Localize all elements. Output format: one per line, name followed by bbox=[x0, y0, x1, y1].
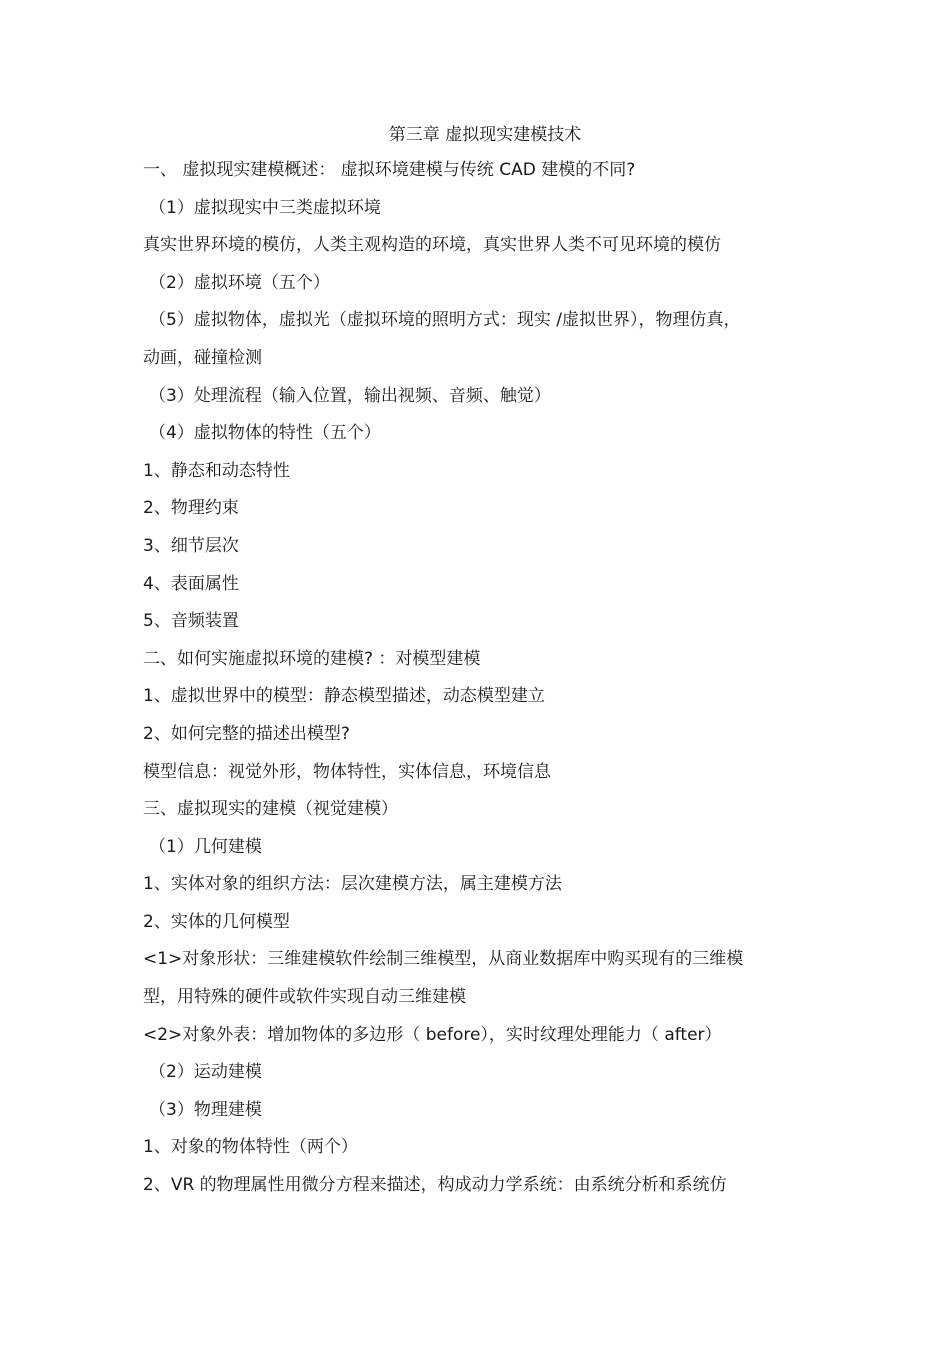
paragraph-line: 动画，碰撞检测 bbox=[143, 347, 262, 368]
document-body bbox=[143, 158, 823, 1211]
paragraph-line: 模型信息：视觉外形，物体特性，实体信息，环境信息 bbox=[143, 761, 551, 782]
subsection-heading: （2）运动建模 bbox=[149, 1062, 262, 1083]
list-item: 1、静态和动态特性 bbox=[143, 460, 290, 481]
list-item: 5、音频装置 bbox=[143, 611, 239, 632]
subsection-heading: （2）虚拟环境（五个） bbox=[149, 272, 330, 293]
list-item: 2、实体的几何模型 bbox=[143, 911, 290, 932]
list-item: 2、物理约束 bbox=[143, 498, 239, 519]
list-item: 1、对象的物体特性（两个） bbox=[143, 1137, 358, 1158]
paragraph-line: <2>对象外表：增加物体的多边形（ before），实时纹理处理能力（ after） bbox=[143, 1024, 722, 1045]
paragraph-line: （5）虚拟物体，虚拟光（虚拟环境的照明方式：现实 /虚拟世界），物理仿真， bbox=[149, 310, 741, 331]
subsection-heading: （1）虚拟现实中三类虚拟环境 bbox=[149, 197, 381, 218]
section-heading-3: 三、虚拟现实的建模（视觉建模） bbox=[143, 799, 398, 820]
subsection-heading: （3）处理流程（输入位置，输出视频、音频、触觉） bbox=[149, 385, 551, 406]
list-item: 3、细节层次 bbox=[143, 535, 239, 556]
subsection-heading: （1）几何建模 bbox=[149, 836, 262, 857]
paragraph-line: 真实世界环境的模仿，人类主观构造的环境，真实世界人类不可见环境的模仿 bbox=[143, 235, 721, 256]
paragraph-line: <1>对象形状：三维建模软件绘制三维模型，从商业数据库中购买现有的三维模 bbox=[143, 949, 744, 970]
paragraph-line: 型，用特殊的硬件或软件实现自动三维建模 bbox=[143, 987, 466, 1008]
section-heading-1: 一、 虚拟现实建模概述： 虚拟环境建模与传统 CAD 建模的不同? bbox=[143, 160, 636, 180]
list-item: 1、虚拟世界中的模型：静态模型描述，动态模型建立 bbox=[143, 686, 545, 707]
subsection-heading: （3）物理建模 bbox=[149, 1099, 262, 1120]
list-item: 2、VR 的物理属性用微分方程来描述，构成动力学系统：由系统分析和系统仿 bbox=[143, 1175, 727, 1196]
list-item: 2、如何完整的描述出模型? bbox=[143, 723, 350, 744]
list-item: 1、实体对象的组织方法：层次建模方法，属主建模方法 bbox=[143, 874, 562, 895]
list-item: 4、表面属性 bbox=[143, 573, 239, 594]
section-heading-2: 二、如何实施虚拟环境的建模? ：对模型建模 bbox=[143, 648, 481, 669]
chapter-title: 第三章 虚拟现实建模技术 bbox=[388, 125, 582, 145]
subsection-heading: （4）虚拟物体的特性（五个） bbox=[149, 423, 381, 444]
